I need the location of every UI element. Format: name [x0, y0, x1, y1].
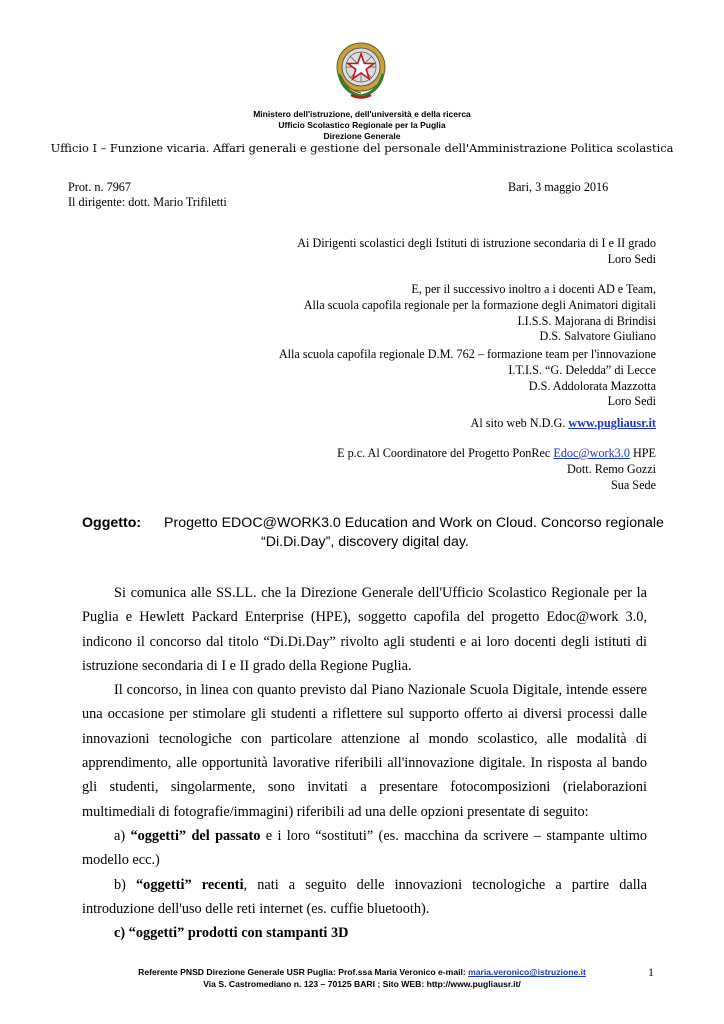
republic-emblem	[333, 40, 389, 102]
cc-block	[337, 446, 656, 493]
letter-body	[82, 581, 647, 945]
website-link[interactable]: www.pugliausr.it	[568, 416, 656, 430]
option-b: b) “oggetti” recenti, nati a seguito delle innovazioni tecnologiche a partire dalla introduzione dell'uso delle reti internet (es. cuffie bluetooth).	[82, 876, 648, 917]
subject-text	[164, 514, 664, 552]
regional-office-name: Ufficio Scolastico Regionale per la Puglia	[278, 120, 446, 130]
footer-email-link[interactable]: maria.veronico@istruzione.it	[468, 967, 586, 977]
recipient-line: Loro Sedi	[607, 251, 656, 266]
direction-name: Direzione Generale	[323, 131, 401, 141]
recipient-line: Ai Dirigenti scolastici degli Istituti di istruzione secondaria di I e II grado	[297, 236, 656, 250]
recipients-block-1	[297, 236, 656, 268]
website-recipient	[471, 416, 656, 432]
place-date: Bari, 3 maggio 2016	[508, 180, 609, 194]
cc-line: Sua Sede	[610, 477, 656, 492]
subject-line-2: “Di.Di.Day”, discovery digital day.	[261, 534, 469, 550]
option-c: c) “oggetti” prodotti con stampanti 3D	[114, 925, 349, 942]
ministry-name: Ministero dell'istruzione, dell'università e della ricerca	[253, 109, 471, 119]
option-a: a) “oggetti” del passato e i loro “sostituti” (es. macchina da scrivere – stampante ultimo modello ecc.)	[82, 827, 647, 869]
cc-project-link[interactable]: Edoc@work3.0	[553, 446, 630, 460]
recipient-line: I.T.I.S. “G. Deledda” di Lecce	[508, 362, 656, 377]
recipient-line: D.S. Addolorata Mazzotta	[528, 378, 656, 393]
subject-label: Oggetto:	[82, 515, 142, 531]
cc-line: Dott. Remo Gozzi	[566, 461, 656, 476]
recipients-block-2	[304, 282, 656, 345]
recipients-block-3	[279, 347, 656, 410]
footer-address: Via S. Castromediano n. 123 – 70125 BARI ; Sito WEB: http://www.pugliausr.it/	[203, 979, 521, 989]
page-number: 1	[648, 965, 654, 979]
recipient-line: Loro Sedi	[607, 394, 656, 409]
cc-prefix: E p.c. Al Coordinatore del Progetto PonRec	[337, 446, 554, 460]
cc-suffix: HPE	[629, 446, 656, 460]
protocol-number: Prot. n. 7967	[68, 180, 131, 194]
paragraph-1: Si comunica alle SS.LL. che la Direzione Generale dell'Ufficio Scolastico Regionale per la Puglia e Hewlett Packard Enterprise (HPE), soggetto capofila del progetto Edoc@work 3.0, indicono il concorso dal titolo “Di.Di.Day” rivolto agli studenti e ai loro docenti degli istituti di istruzione secondaria di I e II grado della Regione Puglia.	[82, 585, 647, 674]
recipient-line: Alla scuola capofila regionale per la formazione degli Animatori digitali	[303, 297, 656, 312]
recipient-line: D.S. Salvatore Giuliano	[539, 329, 656, 344]
website-prefix: Al sito web N.D.G.	[470, 416, 569, 430]
paragraph-2: Il concorso, in linea con quanto previsto dal Piano Nazionale Scuola Digitale, intende essere una occasione per stimolare gli studenti a riflettere sul supporto offerto ai diversi processi dalle innovazioni tecnologiche con particolare attenzione al mondo scolastico, alle modalità di apprendimento, alle opportunità lavorative riferibili all'innovazione digitale. In risposta al bando gli studenti, singolarmente, sono invitati a presentare fotocomposizioni (rielaborazioni multimediali di fotografie/immagini) riferibili ad una delle opzioni presentate di seguito:	[82, 682, 647, 820]
subject-line-1: Progetto EDOC@WORK3.0 Education and Work on Cloud. Concorso regionale	[164, 515, 664, 531]
recipient-line: E, per il successivo inoltro a i docenti AD e Team,	[411, 282, 656, 296]
recipient-line: Alla scuola capofila regionale D.M. 762 – formazione team per l'innovazione	[278, 347, 656, 361]
manager-name: Il dirigente: dott. Mario Trifiletti	[68, 195, 227, 209]
office-unit: Ufficio I – Funzione vicaria. Affari generali e gestione del personale dell'Amministrazione Politica scolastica	[50, 141, 674, 155]
recipient-line: I.I.S.S. Majorana di Brindisi	[517, 313, 656, 328]
footer	[0, 966, 724, 990]
footer-contact: Referente PNSD Direzione Generale USR Puglia: Prof.ssa Maria Veronico e-mail: maria.veronico@istruzione.it	[138, 967, 586, 977]
